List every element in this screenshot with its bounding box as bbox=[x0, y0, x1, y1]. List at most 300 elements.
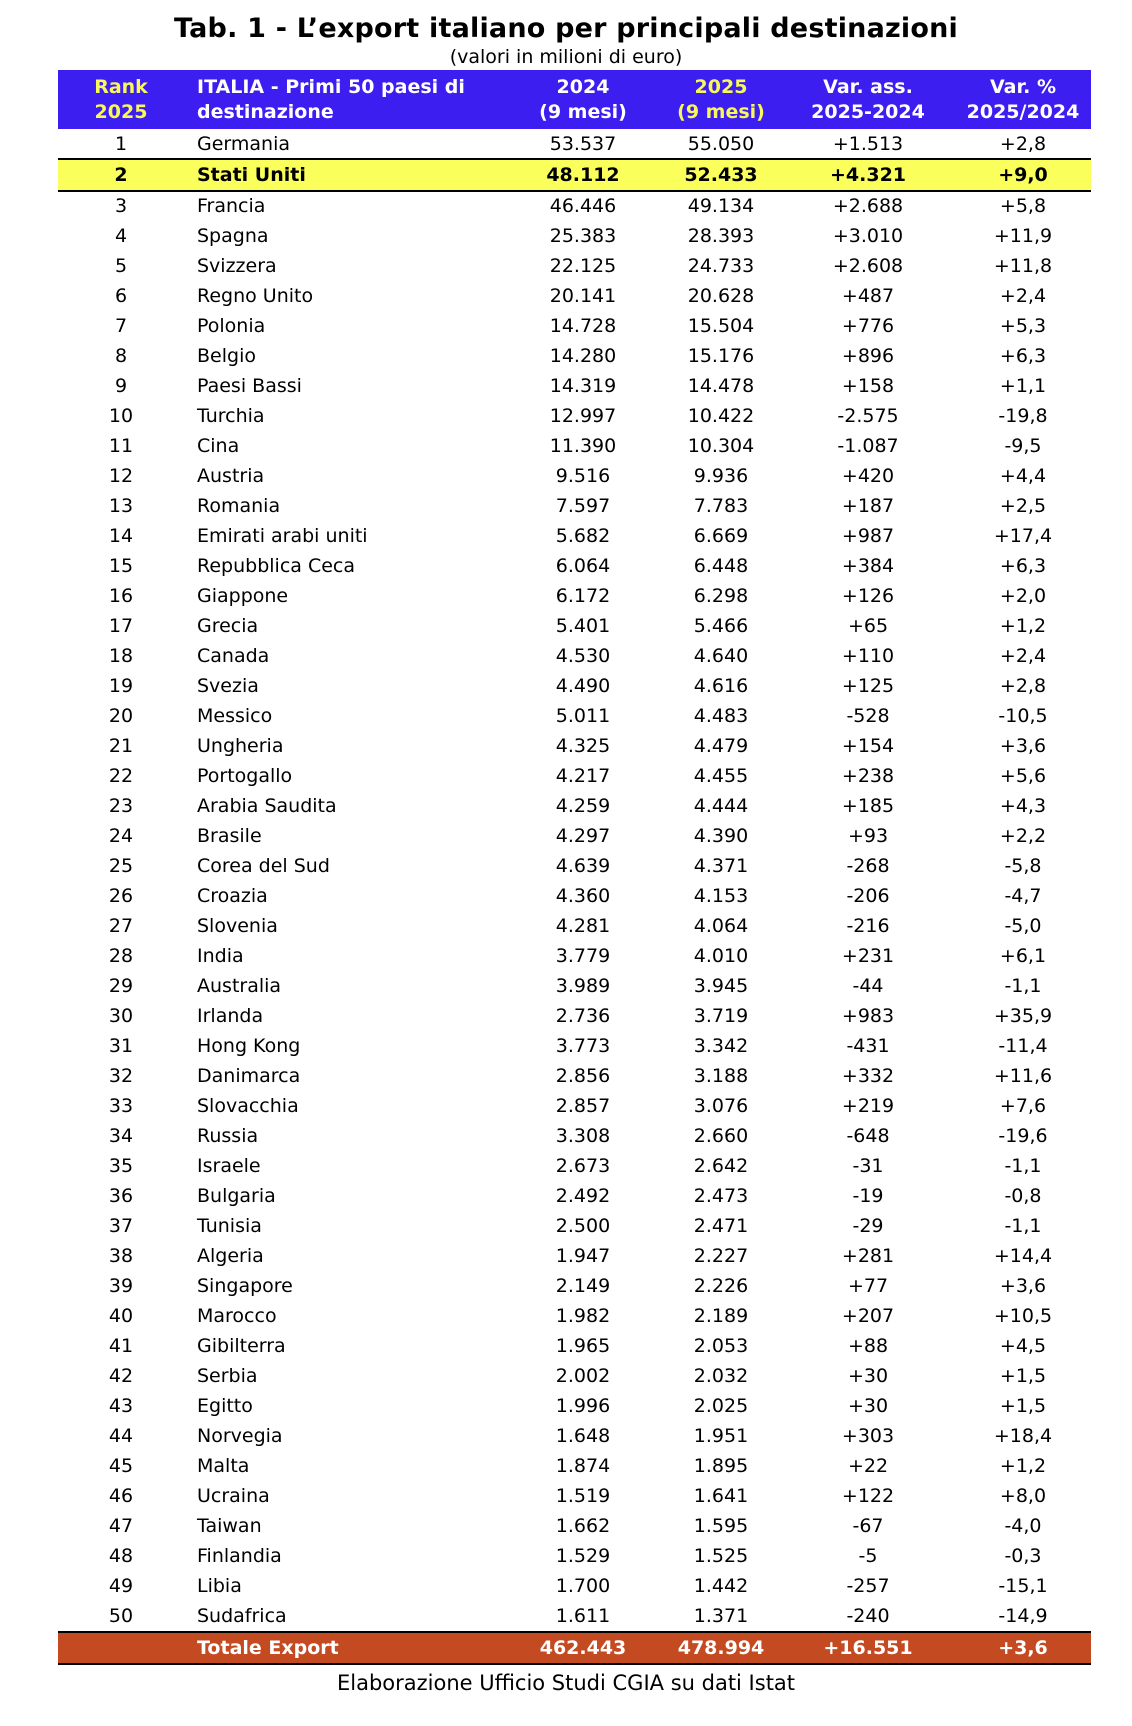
cell-2025: 2.226 bbox=[693, 1275, 749, 1297]
cell-country: Serbia bbox=[197, 1365, 258, 1387]
cell-rank: 48 bbox=[108, 1545, 134, 1567]
table-row bbox=[58, 371, 1091, 401]
cell-var-pct: -14,9 bbox=[998, 1605, 1048, 1627]
table-title: Tab. 1 - L’export italiano per principali destinazioni bbox=[174, 13, 958, 44]
table-row bbox=[58, 1091, 1091, 1121]
cell-rank: 47 bbox=[108, 1515, 134, 1537]
cell-2024: 1.700 bbox=[555, 1575, 611, 1597]
cell-rank: 39 bbox=[108, 1275, 134, 1297]
table-row bbox=[58, 281, 1091, 311]
cell-var-pct: -0,3 bbox=[1004, 1545, 1042, 1567]
cell-2024: 14.280 bbox=[549, 345, 617, 367]
cell-country: Svizzera bbox=[197, 255, 277, 277]
cell-var-abs: +65 bbox=[847, 615, 889, 637]
cell-2025: 9.936 bbox=[693, 465, 749, 487]
cell-2024: 1.611 bbox=[555, 1605, 611, 1627]
cell-rank: 44 bbox=[108, 1425, 134, 1447]
cell-var-abs: +126 bbox=[841, 585, 895, 607]
total-label: Totale Export bbox=[197, 1637, 339, 1659]
cell-rank: 9 bbox=[114, 375, 128, 397]
cell-var-abs: +207 bbox=[841, 1305, 895, 1327]
cell-var-abs: -648 bbox=[846, 1125, 890, 1147]
cell-var-abs: +187 bbox=[841, 495, 895, 517]
table-row bbox=[58, 851, 1091, 881]
cell-country: Romania bbox=[197, 495, 281, 517]
export-table bbox=[58, 70, 1091, 1665]
cell-country: Hong Kong bbox=[197, 1035, 301, 1057]
cell-2024: 4.259 bbox=[555, 795, 611, 817]
cell-rank: 10 bbox=[108, 405, 134, 427]
cell-var-pct: +11,9 bbox=[993, 225, 1053, 247]
cell-rank: 4 bbox=[114, 225, 128, 247]
cell-var-pct: +2,4 bbox=[999, 285, 1047, 307]
cell-var-pct: +1,5 bbox=[999, 1395, 1047, 1417]
cell-rank: 50 bbox=[108, 1605, 134, 1627]
cell-rank: 46 bbox=[108, 1485, 134, 1507]
table-row bbox=[58, 1031, 1091, 1061]
cell-2025: 3.719 bbox=[693, 1005, 749, 1027]
header-country: ITALIA - Primi 50 paesi di destinazione bbox=[197, 76, 465, 123]
table-row bbox=[58, 881, 1091, 911]
cell-var-abs: +154 bbox=[841, 735, 895, 757]
cell-var-pct: -0,8 bbox=[1004, 1185, 1042, 1207]
cell-2024: 3.779 bbox=[555, 945, 611, 967]
table-row bbox=[58, 191, 1091, 221]
table-row bbox=[58, 521, 1091, 551]
cell-var-abs: +231 bbox=[841, 945, 895, 967]
table-row bbox=[58, 1421, 1091, 1451]
cell-var-pct: +2,8 bbox=[999, 133, 1047, 155]
cell-2025: 4.064 bbox=[693, 915, 749, 937]
cell-rank: 38 bbox=[108, 1245, 134, 1267]
cell-var-pct: +1,2 bbox=[999, 615, 1047, 637]
cell-country: Portogallo bbox=[197, 765, 293, 787]
cell-var-pct: +14,4 bbox=[993, 1245, 1053, 1267]
cell-country: India bbox=[197, 945, 244, 967]
cell-country: Turchia bbox=[197, 405, 265, 427]
cell-country: Marocco bbox=[197, 1305, 277, 1327]
cell-2025: 3.342 bbox=[693, 1035, 749, 1057]
cell-var-pct: -5,8 bbox=[1004, 855, 1042, 877]
cell-2024: 2.149 bbox=[555, 1275, 611, 1297]
cell-2024: 2.002 bbox=[555, 1365, 611, 1387]
cell-var-abs: -268 bbox=[846, 855, 890, 877]
table-row bbox=[58, 1601, 1091, 1631]
cell-var-pct: +4,3 bbox=[999, 795, 1047, 817]
cell-var-pct: +8,0 bbox=[999, 1485, 1047, 1507]
cell-country: Spagna bbox=[197, 225, 269, 247]
cell-2024: 4.360 bbox=[555, 885, 611, 907]
total-2024: 462.443 bbox=[539, 1637, 627, 1659]
cell-var-pct: -1,1 bbox=[1004, 1155, 1042, 1177]
cell-2024: 14.728 bbox=[549, 315, 617, 337]
cell-2025: 1.895 bbox=[693, 1455, 749, 1477]
table-row bbox=[58, 461, 1091, 491]
cell-var-abs: +30 bbox=[847, 1365, 889, 1387]
table-row bbox=[58, 761, 1091, 791]
cell-2025: 4.390 bbox=[693, 825, 749, 847]
cell-var-abs: -67 bbox=[852, 1515, 884, 1537]
table-row bbox=[58, 1061, 1091, 1091]
cell-var-pct: -19,6 bbox=[998, 1125, 1048, 1147]
cell-2025: 2.227 bbox=[693, 1245, 749, 1267]
cell-var-abs: +1.513 bbox=[832, 133, 904, 155]
cell-2024: 4.639 bbox=[555, 855, 611, 877]
cell-var-abs: +125 bbox=[841, 675, 895, 697]
cell-var-pct: -19,8 bbox=[998, 405, 1048, 427]
table-row bbox=[58, 401, 1091, 431]
cell-2025: 3.076 bbox=[693, 1095, 749, 1117]
cell-rank: 49 bbox=[108, 1575, 134, 1597]
cell-var-pct: +7,6 bbox=[999, 1095, 1047, 1117]
cell-var-abs: +896 bbox=[841, 345, 895, 367]
cell-2024: 5.011 bbox=[555, 705, 611, 727]
cell-rank: 19 bbox=[108, 675, 134, 697]
cell-rank: 25 bbox=[108, 855, 134, 877]
cell-2025: 20.628 bbox=[687, 285, 755, 307]
cell-2024: 4.490 bbox=[555, 675, 611, 697]
cell-country: Slovacchia bbox=[197, 1095, 299, 1117]
cell-var-pct: -1,1 bbox=[1004, 975, 1042, 997]
cell-var-abs: -31 bbox=[852, 1155, 884, 1177]
cell-var-pct: +6,1 bbox=[999, 945, 1047, 967]
cell-2024: 1.529 bbox=[555, 1545, 611, 1567]
cell-var-pct: +35,9 bbox=[993, 1005, 1053, 1027]
cell-var-pct: +6,3 bbox=[999, 345, 1047, 367]
cell-rank: 5 bbox=[114, 255, 128, 277]
cell-2024: 46.446 bbox=[549, 195, 617, 217]
cell-2025: 4.444 bbox=[693, 795, 749, 817]
cell-rank: 40 bbox=[108, 1305, 134, 1327]
cell-2024: 4.217 bbox=[555, 765, 611, 787]
table-row bbox=[58, 611, 1091, 641]
cell-var-pct: -5,0 bbox=[1004, 915, 1042, 937]
table-row bbox=[58, 731, 1091, 761]
cell-var-pct: -1,1 bbox=[1004, 1215, 1042, 1237]
cell-var-pct: -9,5 bbox=[1004, 435, 1042, 457]
cell-2024: 48.112 bbox=[546, 164, 620, 186]
cell-2025: 1.595 bbox=[693, 1515, 749, 1537]
cell-var-abs: +88 bbox=[847, 1335, 889, 1357]
cell-2025: 4.371 bbox=[693, 855, 749, 877]
table-row bbox=[58, 1211, 1091, 1241]
cell-2024: 1.519 bbox=[555, 1485, 611, 1507]
cell-country: Cina bbox=[197, 435, 240, 457]
cell-var-abs: +30 bbox=[847, 1395, 889, 1417]
table-row bbox=[58, 1511, 1091, 1541]
total-2025: 478.994 bbox=[677, 1637, 765, 1659]
cell-country: Singapore bbox=[197, 1275, 293, 1297]
cell-2024: 1.947 bbox=[555, 1245, 611, 1267]
cell-2024: 3.989 bbox=[555, 975, 611, 997]
cell-var-pct: -4,0 bbox=[1004, 1515, 1042, 1537]
cell-rank: 31 bbox=[108, 1035, 134, 1057]
cell-2025: 4.455 bbox=[693, 765, 749, 787]
cell-var-abs: -240 bbox=[846, 1605, 890, 1627]
cell-2025: 4.483 bbox=[693, 705, 749, 727]
cell-var-pct: +4,4 bbox=[999, 465, 1047, 487]
cell-2025: 4.010 bbox=[693, 945, 749, 967]
table-row bbox=[58, 1301, 1091, 1331]
cell-country: Germania bbox=[197, 133, 291, 155]
cell-2024: 20.141 bbox=[549, 285, 617, 307]
cell-2024: 14.319 bbox=[549, 375, 617, 397]
table-row bbox=[58, 551, 1091, 581]
cell-2025: 24.733 bbox=[687, 255, 755, 277]
cell-2024: 1.965 bbox=[555, 1335, 611, 1357]
cell-rank: 13 bbox=[108, 495, 134, 517]
cell-var-abs: +2.608 bbox=[832, 255, 904, 277]
cell-country: Corea del Sud bbox=[197, 855, 330, 877]
cell-2025: 1.951 bbox=[693, 1425, 749, 1447]
cell-country: Polonia bbox=[197, 315, 266, 337]
cell-2024: 2.500 bbox=[555, 1215, 611, 1237]
cell-var-pct: -4,7 bbox=[1004, 885, 1042, 907]
cell-country: Taiwan bbox=[197, 1515, 262, 1537]
cell-var-pct: +17,4 bbox=[993, 525, 1053, 547]
cell-var-abs: -431 bbox=[846, 1035, 890, 1057]
cell-2025: 4.153 bbox=[693, 885, 749, 907]
cell-var-abs: -2.575 bbox=[837, 405, 899, 427]
cell-2025: 52.433 bbox=[684, 164, 758, 186]
cell-2024: 5.401 bbox=[555, 615, 611, 637]
cell-var-abs: +384 bbox=[841, 555, 895, 577]
cell-country: Sudafrica bbox=[197, 1605, 287, 1627]
table-row bbox=[58, 911, 1091, 941]
cell-2025: 55.050 bbox=[687, 133, 755, 155]
cell-var-abs: +77 bbox=[847, 1275, 889, 1297]
cell-rank: 16 bbox=[108, 585, 134, 607]
table-body bbox=[58, 129, 1091, 1631]
total-row bbox=[58, 1631, 1091, 1665]
cell-var-pct: -11,4 bbox=[998, 1035, 1048, 1057]
cell-2025: 10.304 bbox=[687, 435, 755, 457]
cell-var-abs: +93 bbox=[847, 825, 889, 847]
cell-country: Irlanda bbox=[197, 1005, 264, 1027]
cell-2024: 4.281 bbox=[555, 915, 611, 937]
cell-country: Israele bbox=[197, 1155, 261, 1177]
cell-country: Russia bbox=[197, 1125, 259, 1147]
cell-var-abs: +987 bbox=[841, 525, 895, 547]
cell-country: Emirati arabi uniti bbox=[197, 525, 368, 547]
cell-var-pct: +1,2 bbox=[999, 1455, 1047, 1477]
cell-var-abs: +420 bbox=[841, 465, 895, 487]
cell-country: Finlandia bbox=[197, 1545, 282, 1567]
total-var-abs: +16.551 bbox=[823, 1637, 913, 1659]
cell-2024: 9.516 bbox=[555, 465, 611, 487]
cell-var-abs: -5 bbox=[858, 1545, 878, 1567]
cell-2024: 6.064 bbox=[555, 555, 611, 577]
cell-2025: 1.641 bbox=[693, 1485, 749, 1507]
cell-2025: 49.134 bbox=[687, 195, 755, 217]
cell-country: Gibilterra bbox=[197, 1335, 286, 1357]
table-row bbox=[58, 129, 1091, 159]
cell-2025: 6.669 bbox=[693, 525, 749, 547]
cell-2024: 1.662 bbox=[555, 1515, 611, 1537]
cell-2024: 7.597 bbox=[555, 495, 611, 517]
cell-rank: 33 bbox=[108, 1095, 134, 1117]
cell-2024: 4.297 bbox=[555, 825, 611, 847]
cell-2024: 5.682 bbox=[555, 525, 611, 547]
cell-var-abs: +219 bbox=[841, 1095, 895, 1117]
cell-2024: 2.673 bbox=[555, 1155, 611, 1177]
table-row bbox=[58, 221, 1091, 251]
table-row bbox=[58, 311, 1091, 341]
cell-2024: 11.390 bbox=[549, 435, 617, 457]
cell-var-abs: -19 bbox=[852, 1185, 884, 1207]
table-row bbox=[58, 1451, 1091, 1481]
cell-var-abs: +3.010 bbox=[832, 225, 904, 247]
cell-rank: 1 bbox=[114, 133, 128, 155]
cell-var-abs: -1.087 bbox=[837, 435, 899, 457]
cell-2024: 2.736 bbox=[555, 1005, 611, 1027]
cell-rank: 18 bbox=[108, 645, 134, 667]
cell-country: Repubblica Ceca bbox=[197, 555, 355, 577]
table-row-highlighted bbox=[58, 158, 1091, 192]
cell-var-abs: +22 bbox=[847, 1455, 889, 1477]
cell-rank: 14 bbox=[108, 525, 134, 547]
cell-country: Ungheria bbox=[197, 735, 284, 757]
cell-2025: 2.660 bbox=[693, 1125, 749, 1147]
table-row bbox=[58, 431, 1091, 461]
cell-rank: 8 bbox=[114, 345, 128, 367]
cell-2025: 10.422 bbox=[687, 405, 755, 427]
cell-2025: 2.025 bbox=[693, 1395, 749, 1417]
cell-2025: 15.176 bbox=[687, 345, 755, 367]
cell-rank: 3 bbox=[114, 195, 128, 217]
table-row bbox=[58, 1541, 1091, 1571]
cell-var-pct: +3,6 bbox=[999, 1275, 1047, 1297]
table-row bbox=[58, 1331, 1091, 1361]
cell-rank: 7 bbox=[114, 315, 128, 337]
cell-rank: 45 bbox=[108, 1455, 134, 1477]
cell-var-pct: +1,1 bbox=[999, 375, 1047, 397]
cell-2025: 4.479 bbox=[693, 735, 749, 757]
table-row bbox=[58, 1121, 1091, 1151]
cell-2025: 2.189 bbox=[693, 1305, 749, 1327]
cell-rank: 41 bbox=[108, 1335, 134, 1357]
cell-2024: 4.530 bbox=[555, 645, 611, 667]
cell-country: Egitto bbox=[197, 1395, 253, 1417]
cell-2025: 5.466 bbox=[693, 615, 749, 637]
table-row bbox=[58, 1271, 1091, 1301]
cell-var-abs: -44 bbox=[852, 975, 884, 997]
cell-2025: 4.616 bbox=[693, 675, 749, 697]
cell-var-pct: +9,0 bbox=[998, 164, 1048, 186]
cell-var-pct: +5,3 bbox=[999, 315, 1047, 337]
cell-var-abs: +122 bbox=[841, 1485, 895, 1507]
cell-country: Austria bbox=[197, 465, 265, 487]
cell-country: Canada bbox=[197, 645, 270, 667]
cell-var-abs: +4.321 bbox=[829, 164, 907, 186]
cell-country: Australia bbox=[197, 975, 282, 997]
table-row bbox=[58, 1481, 1091, 1511]
cell-var-pct: -15,1 bbox=[998, 1575, 1048, 1597]
cell-var-pct: +6,3 bbox=[999, 555, 1047, 577]
cell-rank: 43 bbox=[108, 1395, 134, 1417]
cell-country: Ucraina bbox=[197, 1485, 270, 1507]
cell-2025: 1.442 bbox=[693, 1575, 749, 1597]
cell-var-abs: +238 bbox=[841, 765, 895, 787]
cell-rank: 24 bbox=[108, 825, 134, 847]
cell-2024: 6.172 bbox=[555, 585, 611, 607]
cell-2024: 2.856 bbox=[555, 1065, 611, 1087]
cell-2025: 6.298 bbox=[693, 585, 749, 607]
cell-2025: 2.053 bbox=[693, 1335, 749, 1357]
table-row bbox=[58, 941, 1091, 971]
cell-country: Brasile bbox=[197, 825, 262, 847]
cell-2024: 4.325 bbox=[555, 735, 611, 757]
source-note: Elaborazione Ufficio Studi CGIA su dati Istat bbox=[336, 1671, 796, 1695]
cell-2024: 12.997 bbox=[549, 405, 617, 427]
cell-country: Malta bbox=[197, 1455, 250, 1477]
cell-rank: 30 bbox=[108, 1005, 134, 1027]
cell-rank: 26 bbox=[108, 885, 134, 907]
cell-2025: 3.188 bbox=[693, 1065, 749, 1087]
cell-2025: 3.945 bbox=[693, 975, 749, 997]
cell-var-abs: +110 bbox=[841, 645, 895, 667]
cell-var-pct: -10,5 bbox=[998, 705, 1048, 727]
cell-var-abs: +303 bbox=[841, 1425, 895, 1447]
cell-var-pct: +1,5 bbox=[999, 1365, 1047, 1387]
header-2025: 2025 (9 mesi) bbox=[677, 76, 765, 123]
cell-rank: 35 bbox=[108, 1155, 134, 1177]
cell-var-abs: -206 bbox=[846, 885, 890, 907]
table-row bbox=[58, 791, 1091, 821]
cell-var-pct: +2,0 bbox=[999, 585, 1047, 607]
cell-var-abs: +983 bbox=[841, 1005, 895, 1027]
cell-2024: 2.857 bbox=[555, 1095, 611, 1117]
table-row bbox=[58, 821, 1091, 851]
cell-country: Paesi Bassi bbox=[197, 375, 302, 397]
cell-var-pct: +5,6 bbox=[999, 765, 1047, 787]
cell-2025: 14.478 bbox=[687, 375, 755, 397]
cell-var-pct: +5,8 bbox=[999, 195, 1047, 217]
table-row bbox=[58, 1571, 1091, 1601]
table-row bbox=[58, 581, 1091, 611]
table-header bbox=[58, 70, 1091, 129]
cell-var-pct: +2,8 bbox=[999, 675, 1047, 697]
header-2024: 2024 (9 mesi) bbox=[539, 76, 627, 123]
cell-2024: 53.537 bbox=[549, 133, 617, 155]
cell-2024: 25.383 bbox=[549, 225, 617, 247]
cell-2025: 28.393 bbox=[687, 225, 755, 247]
cell-country: Croazia bbox=[197, 885, 268, 907]
cell-country: Messico bbox=[197, 705, 273, 727]
cell-country: Grecia bbox=[197, 615, 259, 637]
cell-country: Belgio bbox=[197, 345, 256, 367]
cell-rank: 37 bbox=[108, 1215, 134, 1237]
cell-country: Svezia bbox=[197, 675, 259, 697]
cell-rank: 32 bbox=[108, 1065, 134, 1087]
cell-2024: 2.492 bbox=[555, 1185, 611, 1207]
cell-country: Norvegia bbox=[197, 1425, 283, 1447]
cell-rank: 36 bbox=[108, 1185, 134, 1207]
table-row bbox=[58, 251, 1091, 281]
cell-rank: 23 bbox=[108, 795, 134, 817]
cell-rank: 2 bbox=[114, 164, 128, 186]
table-row bbox=[58, 701, 1091, 731]
cell-country: Libia bbox=[197, 1575, 242, 1597]
cell-var-pct: +4,5 bbox=[999, 1335, 1047, 1357]
cell-var-abs: +776 bbox=[841, 315, 895, 337]
header-var-pct: Var. % 2025/2024 bbox=[966, 76, 1080, 123]
cell-2025: 2.032 bbox=[693, 1365, 749, 1387]
cell-var-abs: +487 bbox=[841, 285, 895, 307]
cell-2024: 1.648 bbox=[555, 1425, 611, 1447]
cell-country: Francia bbox=[197, 195, 266, 217]
cell-2024: 1.996 bbox=[555, 1395, 611, 1417]
